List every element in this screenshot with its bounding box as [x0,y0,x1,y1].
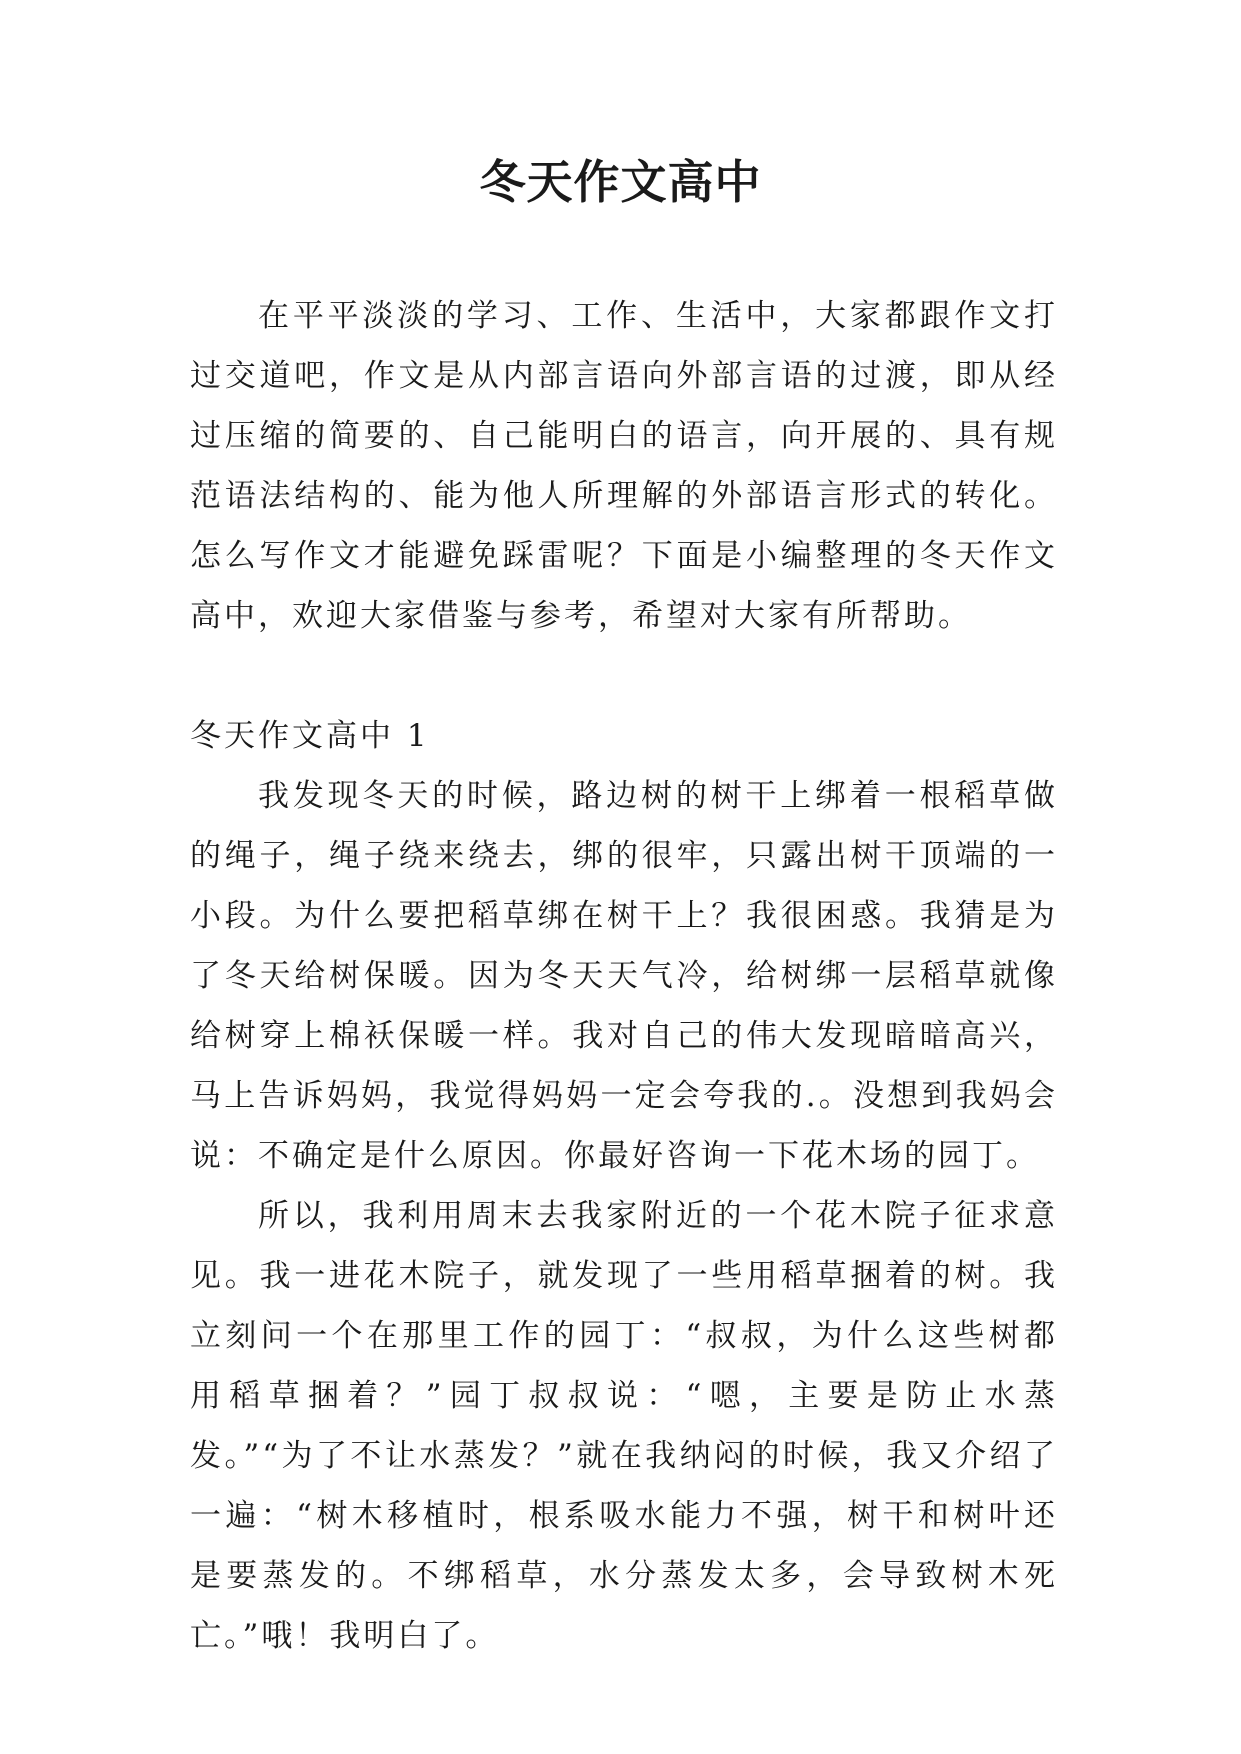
body-paragraph-2: 所以，我利用周末去我家附近的一个花木院子征求意见。我一进花木院子，就发现了一些用稻草捆着的树。我立刻问一个在那里工作的园丁：“叔叔，为什么这些树都用稻草捆着？”园丁叔叔说：“嗯，主要是防止水蒸发。”“为了不让水蒸发？”就在我纳闷的时候，我又介绍了一遍：“树木移植时，根系吸水能力不强，树干和树叶还是要蒸发的。不绑稻草，水分蒸发太多，会导致树木死亡。”哦！我明白了。 [190,1198,1058,1654]
document-title: 冬天作文高中 [479,155,762,209]
document-body [190,286,1058,1666]
section-heading: 冬天作文高中 1 [190,718,430,754]
body-paragraph-1: 我发现冬天的时候，路边树的树干上绑着一根稻草做的绳子，绳子绕来绕去，绑的很牢，只露出树干顶端的一小段。为什么要把稻草绑在树干上？我很困惑。我猜是为了冬天给树保暖。因为冬天天气冷，给树绑一层稻草就像给树穿上棉袄保暖一样。我对自己的伟大发现暗暗高兴，马上告诉妈妈，我觉得妈妈一定会夸我的.。没想到我妈会说：不确定是什么原因。你最好咨询一下花木场的园丁。 [190,778,1058,1174]
intro-paragraph: 在平平淡淡的学习、工作、生活中，大家都跟作文打过交道吧，作文是从内部言语向外部言语的过渡，即从经过压缩的简要的、自己能明白的语言，向开展的、具有规范语法结构的、能为他人所理解的外部语言形式的转化。怎么写作文才能避免踩雷呢？下面是小编整理的冬天作文高中，欢迎大家借鉴与参考，希望对大家有所帮助。 [190,298,1058,634]
